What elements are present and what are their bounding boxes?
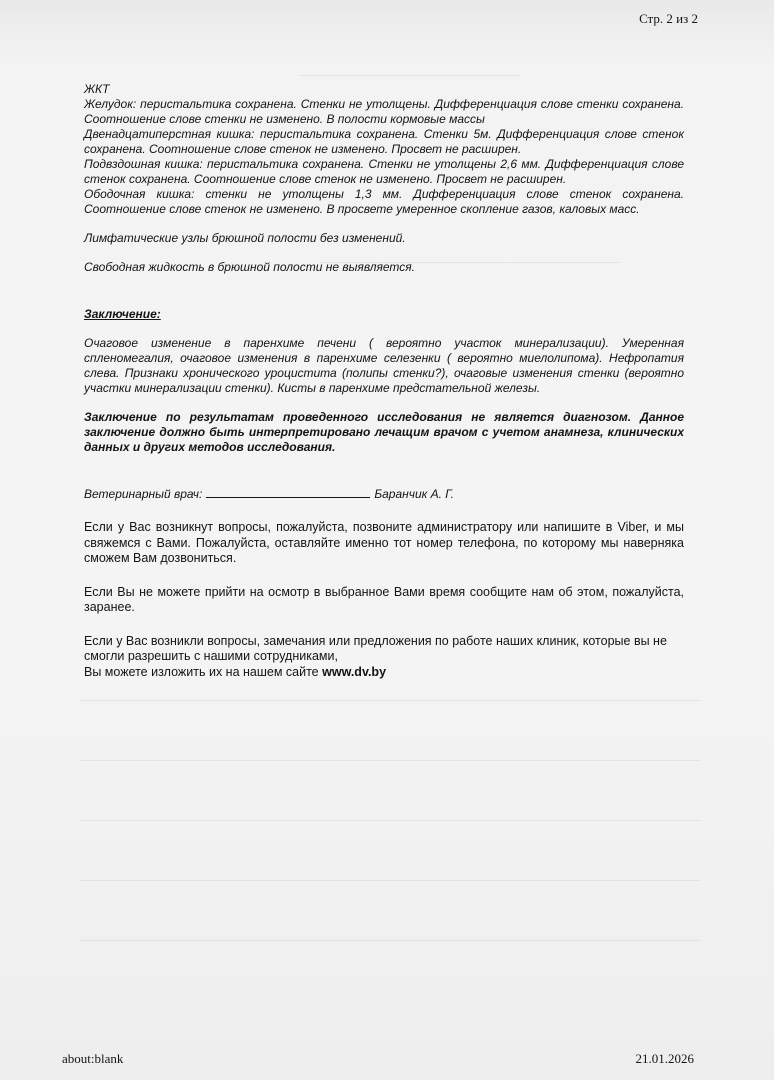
stomach-text: Желудок: перистальтика сохранена. Стенки не утолщены. Дифференциация слове стенки сохранена. Соотношение слове стенки не изменено. В полости кормовые массы	[84, 97, 684, 126]
signature-label: Ветеринарный врач:	[84, 487, 203, 501]
conclusion-heading: Заключение:	[84, 307, 161, 321]
feedback-line-2: Вы можете изложить их на нашем сайте	[84, 664, 319, 679]
reschedule-note: Если Вы не можете прийти на осмотр в выбранное Вами время сообщите нам об этом, пожалуйста, заранее.	[84, 584, 684, 614]
doctor-name: Баранчик А. Г.	[374, 487, 454, 501]
page-number: Стр. 2 из 2	[639, 11, 698, 26]
signature-underline	[206, 487, 370, 498]
footer-date: 21.01.2026	[635, 1051, 694, 1066]
feedback-note	[84, 634, 684, 681]
fluid-text: Свободная жидкость в брюшной полости не выявляется.	[84, 260, 416, 274]
contact-note: Если у Вас возникнут вопросы, пожалуйста, позвоните администратору или напишите в Viber, и мы свяжемся с Вами. Пожалуйста, оставляйте именно тот номер телефона, по которому мы наверняка сможем Вам дозвониться.	[84, 520, 684, 565]
conclusion-text: Очаговое изменение в паренхиме печени ( вероятно участок минерализации). Умеренная спленомегалия, очаговое изменения в паренхиме селезенки ( вероятно миелолипома). Нефропатия слева. Признаки хронического уроцистита (полипы стенки?), очаговые изменения стенки (вероятно участки минерализации стенки). Кисты в паренхиме предстательной железы.	[84, 336, 684, 395]
gi-title: ЖКТ	[84, 82, 110, 96]
duodenum-text: Двенадцатиперстная кишка: перистальтика сохранена. Стенки 5м. Дифференциация слове стенок сохранена. Соотношение слове стенок не изменено. Просвет не расширен.	[84, 127, 684, 156]
show-through-line	[80, 820, 700, 821]
lymph-text: Лимфатические узлы брюшной полости без изменений.	[84, 231, 406, 245]
report-body	[84, 82, 684, 680]
site-link[interactable]: www.dv.by	[322, 664, 387, 679]
show-through-line	[80, 880, 700, 881]
ileum-text: Подвздошная кишка: перистальтика сохранена. Стенки не утолщены 2,6 мм. Дифференциация слове стенок сохранена. Соотношение слове стенок не изменено. Просвет не расширен.	[84, 157, 684, 186]
feedback-line-1: Если у Вас возникли вопросы, замечания или предложения по работе наших клиник, которые вы не смогли разрешить с нашими сотрудниками,	[84, 633, 667, 663]
signature-line	[84, 487, 684, 502]
show-through-line	[80, 760, 700, 761]
show-through-line	[80, 700, 700, 701]
disclaimer-text: Заключение по результатам проведенного исследования не является диагнозом. Данное заключение должно быть интерпретировано лечащим врачом с учетом анамнеза, клинических данных и других методов исследования.	[84, 410, 684, 454]
show-through-line	[80, 940, 700, 941]
footer-url: about:blank	[62, 1051, 124, 1066]
show-through-line	[300, 75, 520, 76]
colon-text: Ободочная кишка: стенки не утолщены 1,3 мм. Дифференциация слове стенок сохранена. Соотношение слове стенок не изменено. В просвете умеренное скопление газов, каловых масс.	[84, 187, 684, 216]
